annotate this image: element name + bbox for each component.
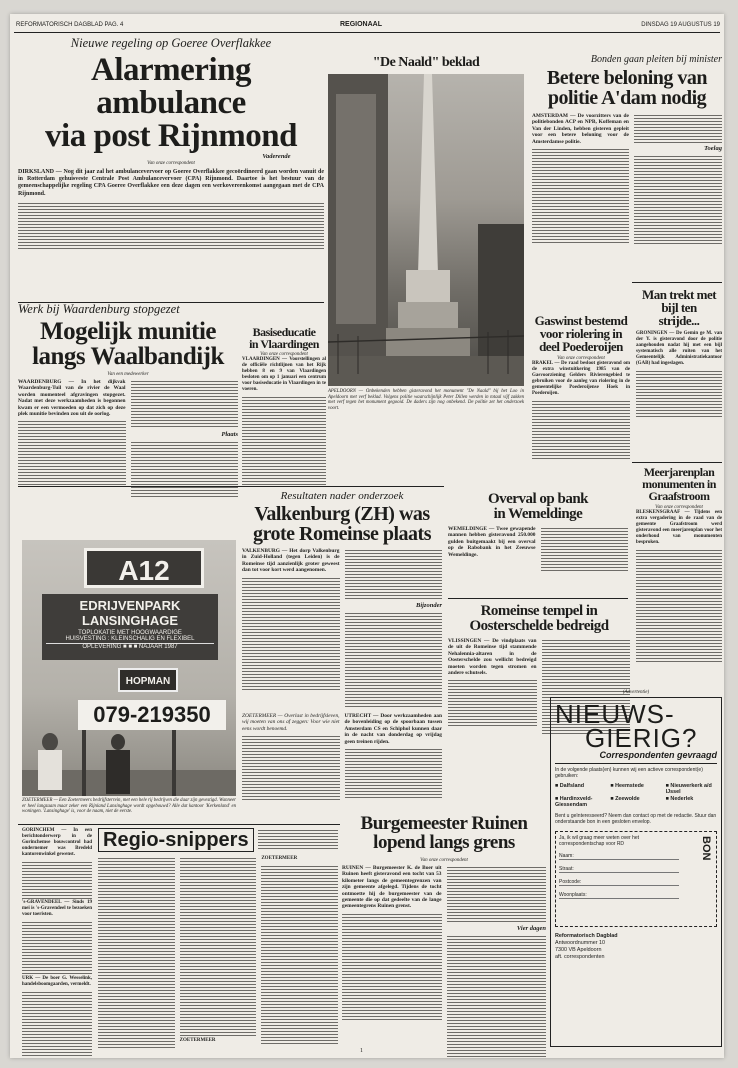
headline-line: Graafstroom: [648, 489, 710, 503]
lead-paragraph: VLISSINGEN — De vindplaats van de uit de Romeinse tijd stammende Nehalennia-altaren in de Oosterschelde zou wellicht bedreigd moeten worden tegen stromen en andere schutsels.: [448, 638, 537, 677]
byline: Van onze correspondent: [655, 505, 703, 510]
ad-title: GIERIG?: [585, 723, 698, 753]
article-ambulance: [18, 36, 324, 197]
coupon-field-naam[interactable]: Naam:: [559, 853, 679, 860]
ad-intro: In de volgende plaats(en) kunnen wij een actieve correspondent(e) gebruiken:: [555, 767, 703, 779]
subhead: Bijzonder: [415, 602, 442, 609]
headline-line: politie A'dam nodig: [547, 87, 707, 109]
headline-line: in Vlaardingen: [249, 337, 319, 351]
kicker: Resultaten nader onderzoek: [280, 490, 404, 502]
headline-line: in Wemeldinge: [493, 506, 583, 522]
ad-place: ■ Zeewolde: [610, 796, 640, 802]
sign-phone: 079-219350: [78, 700, 226, 730]
article-burgemeester: [342, 814, 546, 1058]
paragraph-zoetermeer: ZOETERMEER — Overlast in bedrijfsleven, wij moeten van ons af zeggen: Voor wie niet eens wordt benoemd.: [242, 713, 340, 732]
headline-line: strijde...: [658, 313, 700, 328]
ad-place: ■ Dalfsland: [555, 783, 585, 789]
lead-paragraph: WAARDENBURG — In het dijkvak Waardenburg-Tuil van de rivier de Waal worden momenteel afgravingen stopgezet. Nadat met deze werkzaamheden is begonnen kwam er een vermoeden op dat zich op deze plek munitie bevinden zou uit de oorlog.: [18, 379, 126, 418]
paragraph-urk: URK — De boer G. Wesselink, handelsboomgaarden, vermeldt.: [22, 976, 92, 987]
coupon-field-postcode[interactable]: Postcode:: [559, 879, 679, 886]
headline-line: Man trekt met: [641, 287, 717, 302]
byline: Van onze correspondent: [260, 352, 308, 357]
ad-place: ■ Hardinxveld-Giessendam: [555, 796, 593, 808]
photo-de-naald: [328, 56, 524, 411]
kicker: Nieuwe regeling op Goeree Overflakkee: [70, 36, 272, 50]
kicker: Werk bij Waardenburg stopgezet: [18, 302, 180, 316]
ad-place: ■ Heemstede: [610, 783, 644, 789]
lead-paragraph: BLESKENSGRAAF — Tijdens een extra vergadering in de raad van de gemeente Graafstroom werd gisteravond een meerjarenplan voor het onderhoud van monumenten besproken.: [636, 510, 722, 545]
ad-subtitle: Correspondenten gevraagd: [599, 750, 717, 760]
headline-line: Gaswinst bestemd: [534, 313, 628, 328]
address-line: aft. correspondenten: [555, 954, 605, 960]
address-line: 7300 VB Apeldoorn: [555, 947, 602, 953]
advertisement: [550, 690, 722, 1052]
sign-line: HUISVESTING : KLEINSCHALIG EN FLEXIBEL: [65, 636, 195, 642]
headline-line: Burgemeester Ruinen: [360, 813, 528, 834]
lead-paragraph: GRONINGEN — De Gemin ge M. van der Y. is gisteravond door de politie aangehouden nadat hij met een bijl systematisch alle ruiten van het Gemeentelijk Administratiekantoor (GAB) had ingeslagen.: [636, 331, 722, 366]
address-line: Antwoordnummer 10: [555, 940, 606, 946]
headline-line: Valkenburg (ZH) was: [254, 503, 430, 525]
ad-place: ■ Nieuwerkerk a/d IJssel: [665, 783, 712, 795]
headline-line: Alarmering ambulance: [91, 52, 251, 121]
photo-caption: APELDOORN — Onbekenden hebben gisteravond het monument "De Naald" bij het Loo in Apeldoorn met verf beklad. Volgens politie waarschijnlijk Peter Dillen werden in totaal vijf zakken met verf tegen het monument gegooid. De daders zijn nog onbekend. De politie zet het onderzoek voort.: [328, 389, 524, 411]
coupon-field-straat[interactable]: Straat:: [559, 866, 679, 873]
article-politie: [532, 54, 722, 245]
subhead: Vier dagen: [516, 925, 546, 932]
header-section: REGIONAAL: [340, 21, 382, 28]
byline: Van onze correspondent: [420, 858, 468, 863]
headline-line: bijl ten: [661, 300, 697, 315]
headline-line: Overval op bank: [487, 491, 589, 507]
column-gorinchem: [22, 828, 92, 1058]
ad-place: ■ Nederlek: [665, 796, 694, 802]
article-meerjarenplan: [636, 466, 722, 664]
sign-line: TOPLOKATIE MET HOOGWAARDIGE: [78, 630, 182, 636]
paragraph-gorinchem: GORINCHEM — In een berichtonderwerp in de Gorinchemse bouwcontrol had ondernemer was Bredeld kantorenwinkel gewenst.: [22, 828, 92, 857]
paragraph-sgravendeel: 's-GRAVENDEEL — Sinds 19 mei is 's-Gravendeel te bezoeken voor toeristen.: [22, 900, 92, 917]
lead-paragraph: VLAARDINGEN — Voorstellingen al de officiële richtlijnen van het Rijk hebben 8 en 9 van Vlaardingen besloten om op 1 januari een centrum voor basiseducatie in Vlaardingen in te voeren.: [242, 357, 326, 392]
lead-paragraph: VALKENBURG — Het dorp Valkenburg in Zuid-Holland (tegen Leiden) is de Romeinse tijd aanzienlijk groter geweest dan tot voor kort werd aangenomen.: [242, 548, 340, 574]
subhead: Plaats: [221, 431, 238, 438]
ad-coupon[interactable]: [555, 831, 717, 927]
header-left: REFORMATORISCH DAGBLAD PAG. 4: [16, 22, 124, 28]
headline-line: Mogelijk munitie: [39, 318, 216, 345]
headline-line: monumenten in: [642, 477, 716, 491]
sign-line: EDRIJVENPARK: [79, 598, 181, 613]
coupon-bon: BON: [700, 836, 712, 861]
caption-zoetermeer: ZOETERMEER — Een Zoetermeers bedrijfsterrein, met een hele rij bedrijven die daar zijn gevestigd. Wanneer er heel langzaam maar zeker een Rijnland Lansinghage wordt opgebouwd? Alle dat kantoor 'Kerkenland' en woningen. 'Lansinghage' is, voor de naam, niet de eerste.: [22, 798, 236, 815]
ad-places: [555, 783, 717, 808]
article-bankoverval: [448, 492, 628, 572]
subhead: Toelag: [704, 145, 722, 152]
article-valkenburg: [242, 490, 442, 800]
ad-address: [555, 933, 717, 961]
snippers-tag: ZOETERMEER: [261, 856, 298, 861]
article-gaswinst: [532, 314, 630, 459]
lead-paragraph: WEMELDINGE — Twee gewapende mannen hebben gisteravond 250.000 gulden buitgemaakt bij een overval op de Rabobank in het Zeeuwse Wemeldinge.: [448, 526, 536, 558]
lead-paragraph: RUINEN — Burgemeester K. de Boer uit Ruinen heeft gisteravond een tocht van 53 kilometer langs de gemeentegrenzen van zijn gemeente afgelegd. Tijdens de tocht ontmoette hij de burgemeester van de gemeente die op dat gedeelte van de lange gemeentegrens Ruinen grenst.: [342, 865, 442, 910]
ad-label: (Advertentie): [622, 690, 650, 695]
subhead: Vaderende: [262, 152, 291, 160]
monument-photo: [328, 74, 524, 386]
headline-line: voor riolering in: [539, 326, 623, 341]
page-number: 1: [360, 1048, 363, 1054]
headline-line: Oosterschelde bedreigd: [469, 618, 609, 634]
photo-title: "De Naald" beklad: [372, 55, 480, 70]
sign-caption: [22, 798, 236, 815]
headline-line: langs Waalbandijk: [32, 343, 224, 370]
headline-line: via post Rijnmond: [45, 118, 297, 154]
headline-line: Meerjarenplan: [643, 465, 715, 479]
hopman-logo: HOPMAN: [118, 668, 178, 692]
ad-body: Bent u geïnteresseerd? Neem dan contact op met de redactie. Stuur dan onderstaande bon in een gesloten envelop.: [555, 813, 717, 825]
snippers-title: Regio-snippers: [98, 828, 254, 852]
coupon-question: Ja, ik wil graag meer weten over het correspondentschap voor RD: [559, 835, 640, 847]
sign-line: LANSINGHAGE: [81, 613, 179, 628]
lead-paragraph: DIRKSLAND — Nog dit jaar zal het ambulancevervoer op Goeree Overflakkee gecoördineerd gaan worden vanuit de in Rotterdam gehuisveste Centrale Post Ambulancevervoer (CPA) Rijnmond. Daartoe is het bestuur van de gemeenschappelijke regeling CPA Goeree Overflakkee een deze dagen een werkovereenkomst aangegaan met de CPA Rijnmond.: [18, 169, 324, 197]
headline-line: deel Poederoijen: [539, 339, 623, 354]
coupon-field-woonplaats[interactable]: Woonplaats:: [559, 892, 679, 899]
headline-line: grote Romeinse plaats: [253, 523, 431, 545]
regio-snippers: [98, 828, 338, 1048]
header-right: DINSDAG 19 AUGUSTUS 19: [641, 22, 720, 28]
photo-bedrijvenpark-sign: [22, 540, 236, 796]
headline-line: Betere beloning van: [546, 67, 708, 89]
sign-a12: A12: [84, 548, 204, 588]
byline: Van een medewerker: [107, 372, 149, 377]
byline: Van onze correspondent: [557, 356, 605, 361]
paragraph-utrecht: UTRECHT — Door werkzaamheden aan de bovenleiding op de spoorbaan tussen Amsterdam CS en Schiphol kunnen daar in de nacht van donderdag op vrijdag geen treinen rijden.: [344, 713, 442, 745]
headline-line: Basiseducatie: [252, 325, 316, 339]
byline: Van onze correspondent: [147, 161, 195, 166]
kicker: Bonden gaan pleiten bij minister: [590, 54, 722, 65]
sign-board: [42, 594, 218, 660]
lead-paragraph: AMSTERDAM — De voorzitters van de politiebonden ACP en NPB, Koffeman en Van der Linden, hebben gisteren gepleit voor een betere beloning voor de Amsterdamse politie.: [532, 113, 629, 145]
newspaper-page: [10, 14, 724, 1058]
lead-paragraph: BRAKEL — De raad besloot gisteravond om de extra winstuitkering 1985 van de Gasvoorziening Gelders Rivierengebied te gebruiken voor de aanleg van riolering in de gemeentelijke Poederoijense Hoek in Poederoijen.: [532, 361, 630, 396]
page-header: [10, 14, 724, 32]
headline-line: Romeinse tempel in: [480, 603, 598, 619]
ad-title: NIEUWS-: [555, 699, 675, 729]
address-line: Reformatorisch Dagblad: [555, 933, 618, 939]
article-bijl: [636, 282, 722, 417]
snippers-tag: ZOETERMEER: [179, 1038, 216, 1043]
sign-line: OPLEVERING ■ ■ ■ NAJAAR 1987: [46, 643, 214, 650]
article-basiseducatie: [242, 326, 326, 485]
headline-line: lopend langs grens: [373, 832, 515, 853]
